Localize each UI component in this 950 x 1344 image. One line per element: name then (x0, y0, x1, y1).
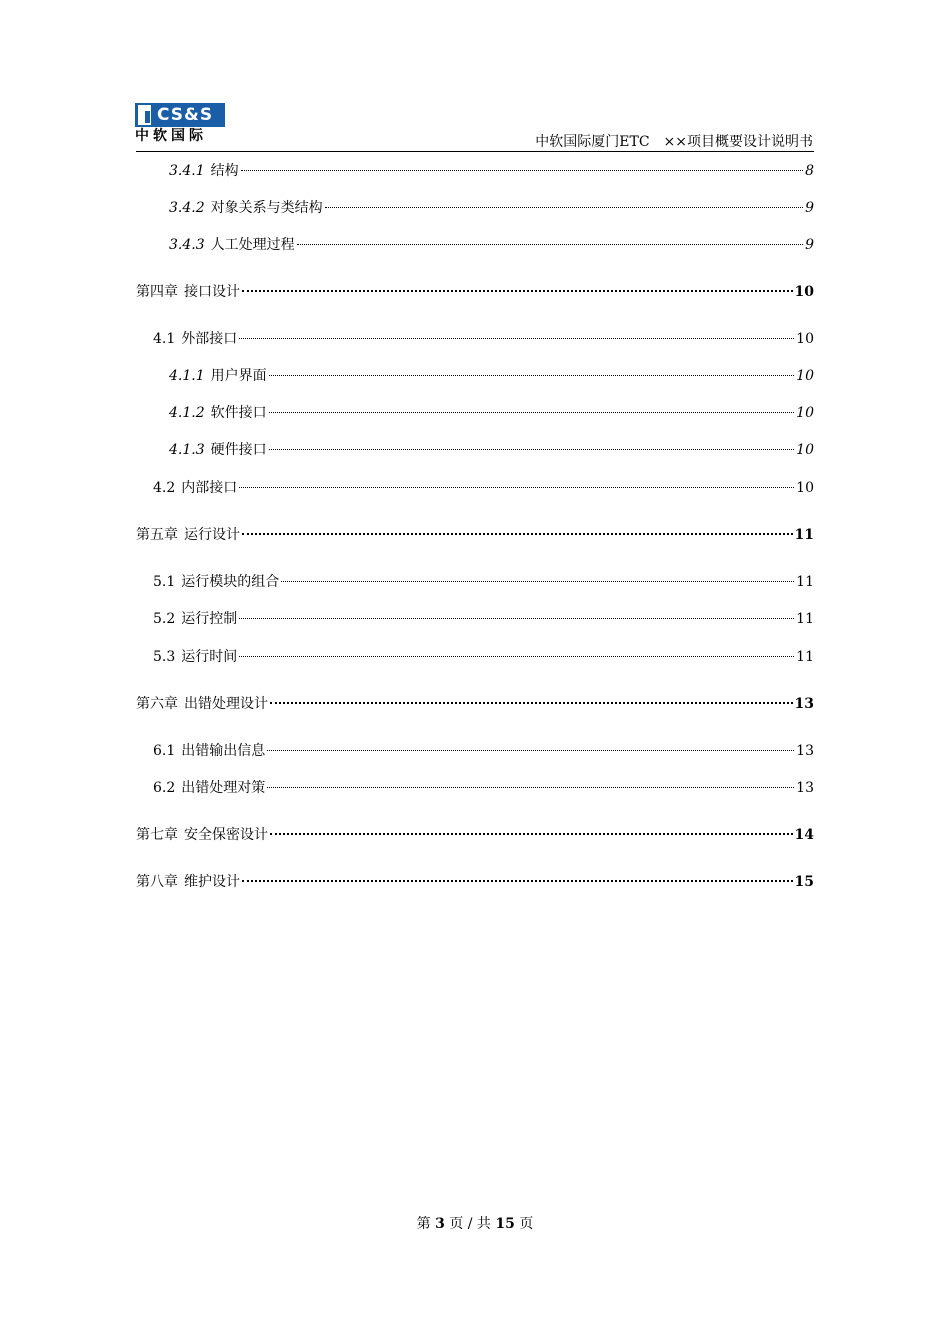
toc-leader-dots (267, 787, 794, 788)
toc-entry-page: 13 (794, 696, 814, 712)
toc-leader-dots (270, 833, 793, 835)
toc-entry-label (153, 609, 237, 629)
toc-entry-number: 5.1 (153, 574, 176, 590)
toc-entry-title: 运行控制 (181, 611, 238, 627)
toc-entry[interactable] (153, 741, 814, 761)
toc-leader-dots (242, 880, 793, 882)
toc-entry-number: 5.3 (153, 649, 176, 665)
toc-entry-title: 出错输出信息 (181, 743, 266, 759)
toc-entry-page: 11 (796, 611, 814, 627)
toc-leader-dots (242, 533, 793, 535)
toc-entry-title: 出错处理对策 (181, 780, 266, 796)
toc-leader-dots (269, 412, 795, 413)
toc-leader-dots (269, 449, 795, 450)
toc-entry[interactable] (153, 778, 814, 798)
toc-entry-label (136, 694, 268, 714)
toc-entry-label (169, 235, 295, 255)
toc-entry-page: 13 (796, 743, 814, 759)
toc-entry-label (169, 440, 267, 460)
toc-entry-number: 第六章 (136, 696, 178, 712)
toc-entry-page: 10 (794, 284, 814, 300)
toc-entry[interactable] (169, 161, 814, 181)
toc-entry-page: 14 (794, 827, 814, 843)
toc-entry-label (136, 872, 240, 892)
toc-entry-number: 4.2 (153, 480, 176, 496)
toc-entry[interactable] (153, 572, 814, 592)
toc-entry-title: 维护设计 (184, 874, 240, 890)
toc-entry[interactable] (169, 440, 814, 460)
toc-entry-page: 11 (794, 527, 814, 543)
toc-entry-title: 用户界面 (210, 368, 267, 384)
toc-entry-page: 10 (796, 480, 814, 496)
toc-leader-dots (281, 581, 794, 582)
logo-top-text: CS&S (157, 105, 214, 125)
toc-leader-dots (239, 618, 794, 619)
toc-entry-title: 安全保密设计 (184, 827, 268, 843)
toc-entry-title: 外部接口 (181, 331, 238, 347)
toc-leader-dots (270, 702, 793, 704)
toc-leader-dots (239, 487, 794, 488)
toc-entry-page: 11 (796, 649, 814, 665)
toc-entry-label (169, 198, 323, 218)
toc-entry[interactable] (136, 282, 814, 302)
toc-entry-title: 运行设计 (184, 527, 240, 543)
footer-prefix: 第 (416, 1216, 431, 1232)
toc-entry-page: 10 (796, 405, 814, 421)
toc-leader-dots (297, 244, 803, 245)
toc-entry-number: 第四章 (136, 284, 178, 300)
toc-entry-title: 硬件接口 (210, 442, 267, 458)
toc-entry-number: 4.1.2 (169, 405, 205, 421)
toc-entry-label (169, 161, 239, 181)
toc-entry-number: 6.2 (153, 780, 176, 796)
toc-entry-label (136, 825, 268, 845)
toc-entry-label (136, 525, 240, 545)
toc-leader-dots (269, 375, 795, 376)
company-logo (135, 103, 225, 145)
toc-entry-label (136, 282, 240, 302)
toc-entry-page: 8 (805, 163, 814, 179)
toc-leader-dots (241, 170, 803, 171)
toc-entry-title: 对象关系与类结构 (210, 200, 323, 216)
toc-entry[interactable] (136, 872, 814, 892)
toc-leader-dots (239, 656, 794, 657)
toc-entry-title: 软件接口 (210, 405, 267, 421)
toc-entry-page: 10 (796, 331, 814, 347)
toc-entry-page: 9 (805, 237, 814, 253)
toc-entry-page: 15 (794, 874, 814, 890)
footer-mid: 页 / 共 (449, 1216, 491, 1232)
footer-total-pages: 15 (495, 1216, 515, 1232)
logo-bottom-text: 中软国际 (135, 128, 207, 144)
toc-entry-label (153, 741, 265, 761)
toc-entry-title: 运行模块的组合 (181, 574, 280, 590)
toc-entry[interactable] (153, 329, 814, 349)
toc-leader-dots (325, 207, 803, 208)
toc-entry-label (169, 366, 267, 386)
footer-current-page: 3 (435, 1216, 445, 1232)
toc-entry-title: 出错处理设计 (184, 696, 268, 712)
toc-entry-label (169, 403, 267, 423)
toc-entry[interactable] (153, 647, 814, 667)
toc-entry[interactable] (169, 366, 814, 386)
toc-entry-title: 人工处理过程 (210, 237, 295, 253)
footer-suffix: 页 (519, 1216, 534, 1232)
page-footer (0, 1213, 950, 1233)
toc-leader-dots (242, 290, 793, 292)
toc-entry-number: 3.4.2 (169, 200, 205, 216)
toc-entry-title: 运行时间 (181, 649, 238, 665)
toc-entry-label (153, 647, 237, 667)
toc-entry-page: 9 (805, 200, 814, 216)
toc-entry-number: 4.1.1 (169, 368, 205, 384)
toc-entry-page: 10 (796, 442, 814, 458)
toc-entry[interactable] (136, 525, 814, 545)
toc-entry-label (153, 478, 237, 498)
toc-entry-title: 内部接口 (181, 480, 238, 496)
toc-entry-number: 5.2 (153, 611, 176, 627)
toc-entry-label (153, 778, 265, 798)
toc-entry[interactable] (169, 403, 814, 423)
header-divider (136, 151, 814, 152)
document-title: 中软国际厦门ETC ××项目概要设计说明书 (535, 134, 813, 150)
toc-entry[interactable] (169, 198, 814, 218)
toc-entry-number: 4.1 (153, 331, 176, 347)
toc-entry-number: 第五章 (136, 527, 178, 543)
toc-entry-number: 第八章 (136, 874, 178, 890)
toc-entry-number: 4.1.3 (169, 442, 205, 458)
toc-entry[interactable] (153, 609, 814, 629)
toc-entry-label (153, 329, 237, 349)
toc-entry-number: 3.4.3 (169, 237, 205, 253)
toc-leader-dots (239, 338, 794, 339)
toc-entry[interactable] (136, 825, 814, 845)
toc-entry-number: 第七章 (136, 827, 178, 843)
toc-entry[interactable] (153, 478, 814, 498)
toc-entry-label (153, 572, 279, 592)
toc-entry-page: 13 (796, 780, 814, 796)
toc-entry-number: 3.4.1 (169, 163, 205, 179)
logo-banner (135, 103, 225, 127)
toc-leader-dots (267, 750, 794, 751)
toc-entry-title: 接口设计 (184, 284, 240, 300)
logo-i-mark (138, 105, 151, 125)
toc-entry[interactable] (169, 235, 814, 255)
toc-entry-number: 6.1 (153, 743, 176, 759)
toc-entry[interactable] (136, 694, 814, 714)
toc-entry-page: 11 (796, 574, 814, 590)
toc-entry-page: 10 (796, 368, 814, 384)
toc-entry-title: 结构 (210, 163, 239, 179)
